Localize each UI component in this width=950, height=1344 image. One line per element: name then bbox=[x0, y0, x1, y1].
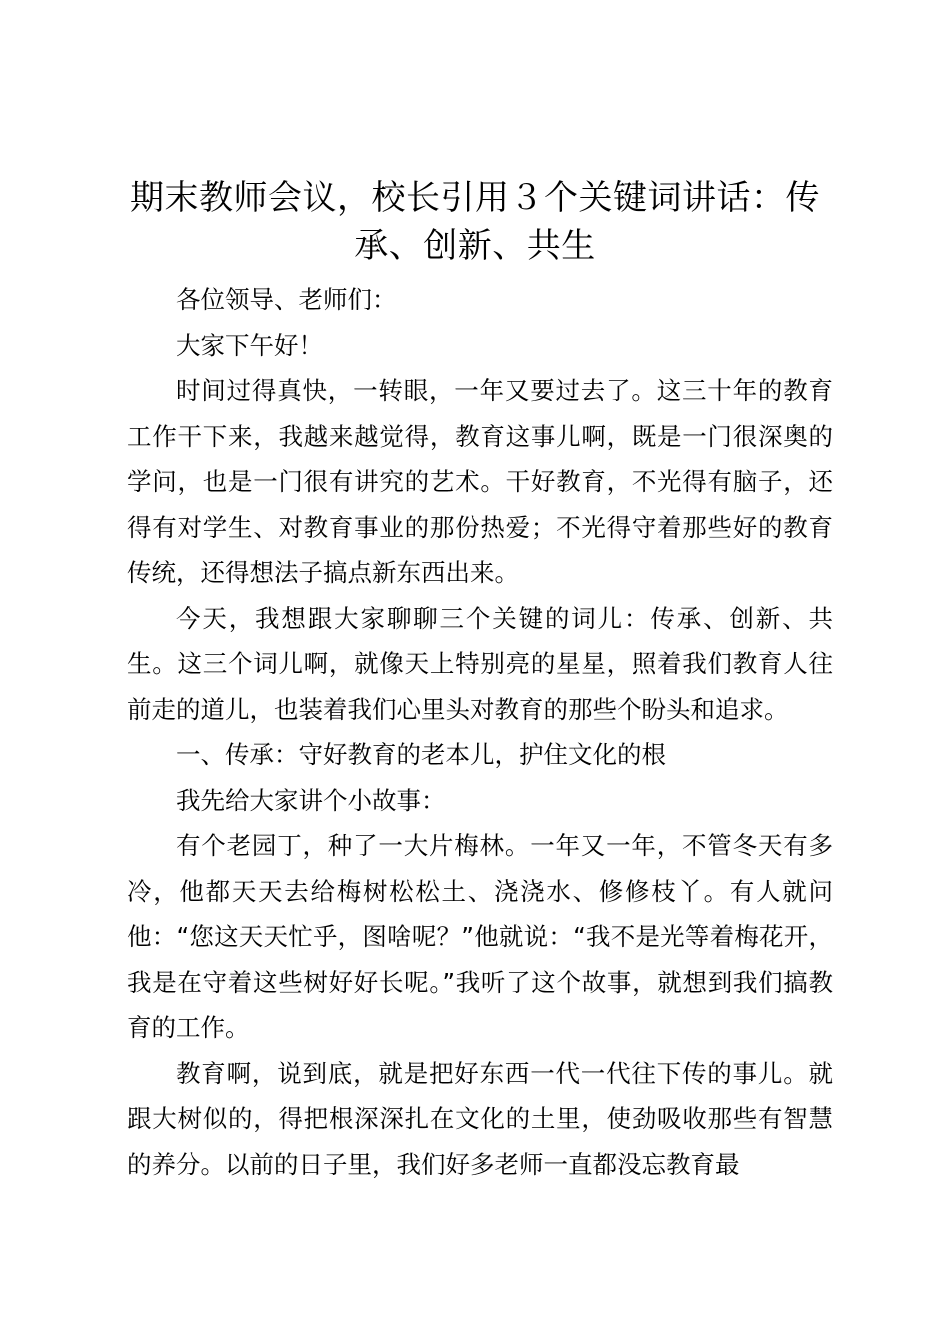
paragraph-story: 有个老园丁，种了一大片梅林。一年又一年，不管冬天有多冷，他都天天去给梅树松松土、浇浇水、修修枝丫。有人就问他：“您这天天忙乎，图啥呢？”他就说：“我不是光等着梅花开，我是在守着这些树好好长呢。”我听了这个故事，就想到我们搞教育的工作。 bbox=[127, 831, 833, 1042]
section-heading-inheritance: 一、传承：守好教育的老本儿，护住文化的根 bbox=[176, 740, 666, 769]
paragraph-salutation: 各位领导、老师们： bbox=[176, 285, 397, 314]
paragraph-story-lead: 我先给大家讲个小故事： bbox=[176, 785, 446, 815]
paragraph-education: 教育啊，说到底，就是把好东西一代一代往下传的事儿。就跟大树似的，得把根深深扎在文化的土里，使劲吸收那些有智慧的养分。以前的日子里，我们好多老师一直都没忘教育最 bbox=[127, 1058, 833, 1179]
document-title: 期末教师会议，校长引用３个关键词讲话：传承、创新、共生 bbox=[130, 178, 820, 266]
paragraph-greeting: 大家下午好！ bbox=[176, 330, 323, 360]
document-body bbox=[127, 277, 833, 1187]
paragraph-keywords: 今天，我想跟大家聊聊三个关键的词儿：传承、创新、共生。这三个词儿啊，就像天上特别亮的星星，照着我们教育人往前走的道儿，也装着我们心里头对教育的那些个盼头和追求。 bbox=[127, 603, 833, 724]
paragraph-intro: 时间过得真快，一转眼，一年又要过去了。这三十年的教育工作干下来，我越来越觉得，教育这事儿啊，既是一门很深奥的学问，也是一门很有讲究的艺术。干好教育，不光得有脑子，还得有对学生、对教育事业的那份热爱；不光得守着那些好的教育传统，还得想法子搞点新东西出来。 bbox=[127, 376, 833, 587]
